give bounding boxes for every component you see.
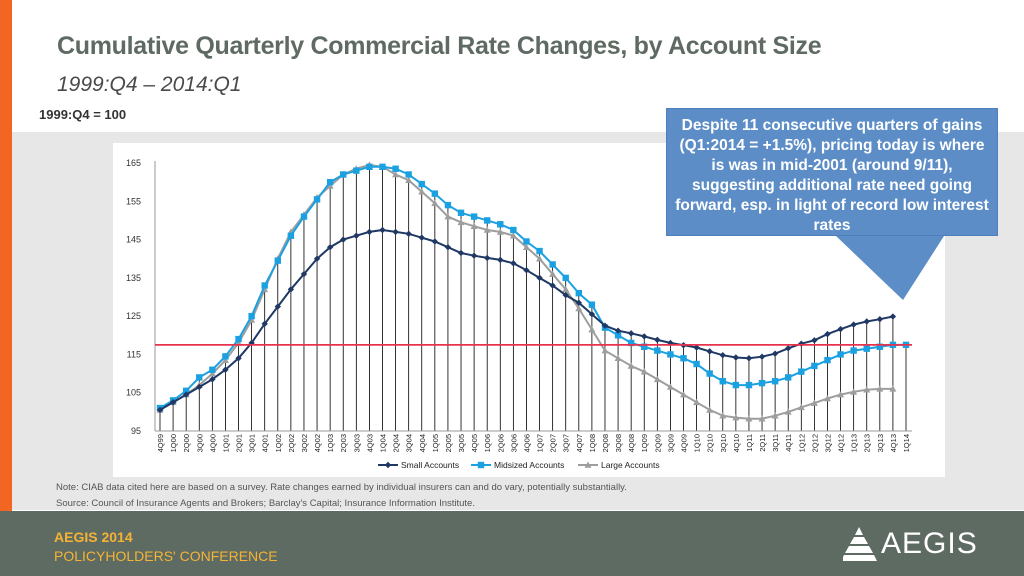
data-point [405, 231, 411, 237]
x-tick-label: 3Q12 [823, 434, 833, 453]
x-tick-label: 1Q08 [587, 434, 597, 453]
data-point [563, 275, 569, 281]
data-point [824, 357, 830, 363]
data-point [340, 171, 346, 177]
x-tick-label: 2Q04 [391, 434, 401, 453]
x-tick-label: 1Q11 [744, 434, 754, 452]
data-point [484, 255, 490, 261]
data-point [772, 378, 778, 384]
data-point [419, 181, 425, 187]
x-tick-label: 4Q11 [784, 434, 794, 452]
data-point [327, 179, 333, 185]
data-point [785, 345, 791, 351]
data-point [720, 378, 726, 384]
data-point [706, 370, 712, 376]
data-point [798, 368, 804, 374]
x-tick-label: 1Q01 [221, 434, 231, 453]
x-tick-label: 4Q00 [208, 434, 218, 453]
x-tick-label: 3Q05 [457, 434, 467, 453]
data-point [549, 261, 555, 267]
data-point [366, 164, 372, 170]
x-tick-label: 3Q01 [247, 434, 257, 453]
data-point [497, 221, 503, 227]
data-point [680, 355, 686, 361]
data-point [385, 462, 391, 468]
x-tick-label: 1Q12 [797, 434, 807, 453]
x-tick-label: 3Q02 [299, 434, 309, 453]
page-title: Cumulative Quarterly Commercial Rate Changes, by Account Size [57, 32, 822, 60]
x-tick-label: 4Q04 [417, 434, 427, 453]
data-point [445, 244, 451, 250]
x-tick-label: 2Q08 [600, 434, 610, 453]
x-tick-label: 1Q06 [483, 434, 493, 453]
legend-label: Small Accounts [401, 460, 460, 470]
data-point [667, 351, 673, 357]
x-tick-label: 1Q04 [378, 434, 388, 453]
data-point [432, 190, 438, 196]
data-point [759, 380, 765, 386]
x-tick-label: 3Q13 [875, 434, 885, 453]
data-point [824, 331, 830, 337]
y-tick-label: 155 [125, 196, 141, 207]
x-tick-label: 2Q09 [653, 434, 663, 453]
data-point [458, 250, 464, 256]
page-subtitle: 1999:Q4 – 2014:Q1 [57, 73, 242, 96]
callout-box: Despite 11 consecutive quarters of gains (Q1:2014 = +1.5%), pricing today is where is was in mid-2001 (around 9/11), suggesting additional rate need going forward, esp. in light of record low interest rates [666, 108, 998, 236]
x-tick-label: 1Q03 [326, 434, 336, 453]
data-point [471, 252, 477, 258]
data-point [733, 354, 739, 360]
data-point [222, 353, 228, 359]
data-point [497, 257, 503, 263]
data-point [523, 238, 529, 244]
x-tick-label: 2Q13 [862, 434, 872, 453]
data-point [746, 382, 752, 388]
x-tick-label: 4Q13 [888, 434, 898, 453]
data-point [772, 350, 778, 356]
data-point [864, 345, 870, 351]
data-point [235, 336, 241, 342]
logo-mark-icon [843, 525, 879, 565]
data-point [720, 352, 726, 358]
x-tick-label: 4Q03 [365, 434, 375, 453]
data-point [432, 238, 438, 244]
y-tick-label: 165 [125, 158, 141, 168]
x-tick-label: 1Q10 [692, 434, 702, 453]
x-tick-label: 4Q12 [836, 434, 846, 453]
data-point [209, 367, 215, 373]
x-tick-label: 3Q07 [561, 434, 571, 453]
data-point [379, 227, 385, 233]
data-point [850, 347, 856, 353]
x-tick-label: 2Q07 [548, 434, 558, 453]
x-tick-label: 2Q02 [286, 434, 296, 453]
x-tick-label: 1Q02 [273, 434, 283, 453]
x-tick-label: 1Q13 [849, 434, 859, 453]
x-tick-label: 2Q10 [705, 434, 715, 453]
data-point [301, 213, 307, 219]
data-point [445, 202, 451, 208]
x-tick-label: 2Q03 [339, 434, 349, 453]
logo-text: AEGIS [881, 527, 978, 560]
data-point [484, 217, 490, 223]
x-tick-label: 4Q07 [574, 434, 584, 453]
x-tick-label: 1Q00 [169, 434, 179, 453]
x-tick-label: 4Q08 [627, 434, 637, 453]
data-point [353, 233, 359, 239]
x-tick-label: 2Q05 [443, 434, 453, 453]
data-point [654, 347, 660, 353]
y-tick-label: 135 [125, 272, 141, 283]
legend-label: Large Accounts [601, 460, 660, 470]
data-point [837, 326, 843, 332]
x-tick-label: 3Q06 [509, 434, 519, 453]
x-tick-label: 1Q09 [640, 434, 650, 453]
data-point [850, 321, 856, 327]
x-tick-label: 2Q11 [758, 434, 768, 452]
x-tick-label: 4Q10 [731, 434, 741, 453]
data-point [536, 248, 542, 254]
x-tick-label: 1Q07 [535, 434, 545, 453]
x-tick-label: 3Q03 [352, 434, 362, 453]
x-tick-label: 4Q09 [679, 434, 689, 453]
y-tick-label: 115 [126, 349, 141, 360]
data-point [458, 210, 464, 216]
x-tick-label: 2Q12 [810, 434, 820, 453]
footnote: Note: CIAB data cited here are based on a survey. Rate changes earned by individual insurers can and do vary, potentially substantially. [56, 482, 627, 493]
data-point [837, 351, 843, 357]
x-tick-label: 3Q11 [771, 434, 781, 452]
x-tick-label: 4Q01 [260, 434, 270, 453]
data-point [275, 257, 281, 263]
data-point [288, 233, 294, 239]
data-point [262, 282, 268, 288]
footer-event-name: AEGIS 2014 [54, 529, 133, 545]
data-point [785, 374, 791, 380]
data-point [248, 313, 254, 319]
legend-label: Midsized Accounts [494, 460, 565, 470]
footer-bar [0, 511, 1024, 576]
y-tick-label: 105 [125, 387, 141, 398]
x-tick-label: 2Q01 [234, 434, 244, 453]
x-tick-label: 3Q08 [614, 434, 624, 453]
data-point [196, 374, 202, 380]
data-point [733, 382, 739, 388]
x-tick-label: 2Q06 [496, 434, 506, 453]
x-tick-label: 3Q04 [404, 434, 414, 453]
aegis-logo [843, 525, 993, 565]
data-point [589, 301, 595, 307]
data-point [379, 164, 385, 170]
data-point [706, 348, 712, 354]
data-point [471, 213, 477, 219]
footer-event-subtitle: POLICYHOLDERS' CONFERENCE [54, 548, 278, 564]
data-point [641, 333, 647, 339]
data-point [419, 234, 425, 240]
x-tick-label: 4Q99 [156, 434, 165, 453]
data-point [392, 229, 398, 235]
y-tick-label: 145 [125, 234, 141, 245]
data-point [877, 316, 883, 322]
data-point [405, 171, 411, 177]
data-point [576, 290, 582, 296]
x-tick-label: 3Q10 [718, 434, 728, 453]
data-point [366, 229, 372, 235]
data-point [693, 361, 699, 367]
y-tick-label: 125 [125, 311, 141, 322]
data-point [798, 341, 804, 347]
x-tick-label: 4Q02 [313, 434, 323, 453]
x-tick-label: 2Q00 [182, 434, 192, 453]
data-point [478, 462, 484, 468]
data-point [654, 337, 660, 343]
data-point [890, 313, 896, 319]
x-tick-label: 3Q00 [195, 434, 205, 453]
x-tick-label: 1Q05 [430, 434, 440, 453]
x-tick-label: 3Q09 [666, 434, 676, 453]
data-point [864, 318, 870, 324]
data-point [510, 227, 516, 233]
index-base-label: 1999:Q4 = 100 [39, 107, 127, 122]
data-point [759, 354, 765, 360]
source-note: Source: Council of Insurance Agents and Brokers; Barclay's Capital; Insurance Information Institute. [56, 498, 475, 509]
x-tick-label: 4Q06 [522, 434, 532, 453]
x-tick-label: 1Q14 [902, 434, 911, 453]
data-point [746, 355, 752, 361]
data-point [353, 167, 359, 173]
x-tick-label: 4Q05 [470, 434, 480, 453]
data-point [811, 337, 817, 343]
data-point [392, 166, 398, 172]
data-point [811, 363, 817, 369]
data-point [314, 196, 320, 202]
y-tick-label: 95 [130, 426, 141, 436]
data-point [628, 330, 634, 336]
